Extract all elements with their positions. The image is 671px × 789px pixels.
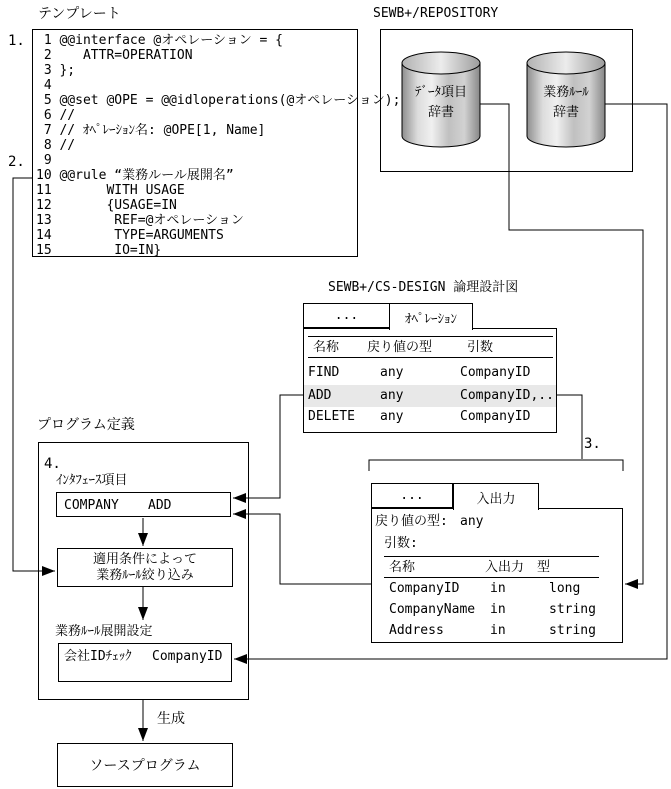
- io-row-2-name: Address: [389, 623, 444, 638]
- io-col-type: 型: [537, 560, 551, 575]
- step-label-3: 3.: [584, 436, 601, 452]
- io-row-0-name: CompanyID: [389, 581, 460, 596]
- generate-label: 生成: [157, 711, 185, 727]
- filter-box-line2: 業務ﾙｰﾙ絞り込み: [96, 568, 194, 583]
- template-title: テンプレート: [38, 6, 121, 22]
- io-row-0-io: in: [490, 581, 506, 596]
- op-row-find-type[interactable]: any: [380, 365, 404, 380]
- return-type-label: 戻り値の型:: [375, 514, 448, 529]
- io-row-1-io: in: [490, 602, 506, 617]
- operation-table-rule-header: [308, 357, 553, 358]
- op-row-add-name[interactable]: ADD: [308, 388, 332, 403]
- op-row-add-args[interactable]: CompanyID,..: [460, 388, 554, 403]
- data-item-dictionary-label: ﾃﾞｰﾀ項目: [414, 85, 467, 100]
- tab-operation[interactable]: ｵﾍﾟﾚｰｼｮﾝ: [389, 303, 473, 330]
- rule-row-arg: CompanyID: [152, 649, 223, 664]
- op-row-add-type[interactable]: any: [380, 388, 404, 403]
- program-definition-title: プログラム定義: [37, 417, 135, 433]
- step-label-1: 1.: [8, 33, 25, 49]
- io-row-2-io: in: [490, 623, 506, 638]
- io-row-1-name: CompanyName: [389, 602, 476, 617]
- col-header-name: 名称: [313, 340, 340, 355]
- col-header-return-type: 戻り値の型: [367, 340, 433, 355]
- io-table-rule-top: [384, 556, 599, 557]
- interface-row-name: COMPANY: [64, 498, 119, 513]
- rule-expand-section-label: 業務ﾙｰﾙ展開設定: [55, 624, 153, 639]
- io-back-window-outline: [369, 460, 623, 471]
- op-row-delete-type[interactable]: any: [380, 409, 404, 424]
- source-program-label: ソースプログラム: [89, 758, 201, 774]
- repository-box: [380, 29, 633, 172]
- op-row-find-name[interactable]: FIND: [308, 365, 340, 380]
- io-row-2-type: string: [549, 623, 596, 638]
- business-rule-dictionary-label: 業務ﾙｰﾙ: [543, 85, 589, 100]
- tab-io-more[interactable]: ...: [371, 483, 453, 508]
- io-row-1-type: string: [549, 602, 596, 617]
- tab-logical-more[interactable]: ...: [303, 303, 390, 328]
- tab-io[interactable]: 入出力: [453, 483, 539, 510]
- operation-table-rule-top: [308, 336, 553, 337]
- filter-box-line1: 適用条件によって: [92, 552, 197, 567]
- connector-io-dialog-to-interface-row: [233, 514, 371, 584]
- op-row-find-args[interactable]: CompanyID: [460, 365, 531, 380]
- io-row-0-type: long: [549, 581, 581, 596]
- data-item-dictionary-label2: 辞書: [427, 105, 454, 120]
- col-header-args: 引数: [467, 340, 494, 355]
- connector-add-row-to-io-window: [557, 395, 582, 459]
- step-label-2: 2.: [8, 154, 25, 170]
- return-type-value: any: [460, 514, 484, 529]
- step-label-4: 4.: [44, 456, 61, 472]
- op-row-delete-args[interactable]: CompanyID: [460, 409, 531, 424]
- rule-row-name: 会社IDﾁｪｯｸ: [64, 649, 132, 664]
- interface-row-operation: ADD: [148, 498, 172, 513]
- io-col-io: 入出力: [485, 560, 525, 575]
- io-table-rule-header: [384, 577, 599, 578]
- template-code: 1 @@interface @オペレーション = { 2 ATTR=OPERATION 3 }; 4 5 @@set @OPE = @@idloperations(@オペレーション); 6 // 7 // ｵﾍﾟﾚｰｼｮﾝ名: @OPE[1, Name] 8 // 9 10 @@rule “業務ルール展開名” 11 WITH USAGE 12 {USAGE=IN 13 REF=@オペレーション 14 TYPE=ARGUMENTS 15 IO=IN}: [36, 33, 401, 258]
- logical-design-title: SEWB+/CS-DESIGN 論理設計図: [328, 280, 519, 295]
- source-program-box: [57, 743, 233, 787]
- op-row-delete-name[interactable]: DELETE: [308, 409, 355, 424]
- interface-items-label: ｲﾝﾀﾌｪｰｽ項目: [56, 473, 128, 488]
- business-rule-dictionary-label2: 辞書: [552, 105, 579, 120]
- io-col-name: 名称: [389, 560, 416, 575]
- repository-title: SEWB+/REPOSITORY: [373, 6, 499, 21]
- args-label: 引数:: [384, 536, 418, 551]
